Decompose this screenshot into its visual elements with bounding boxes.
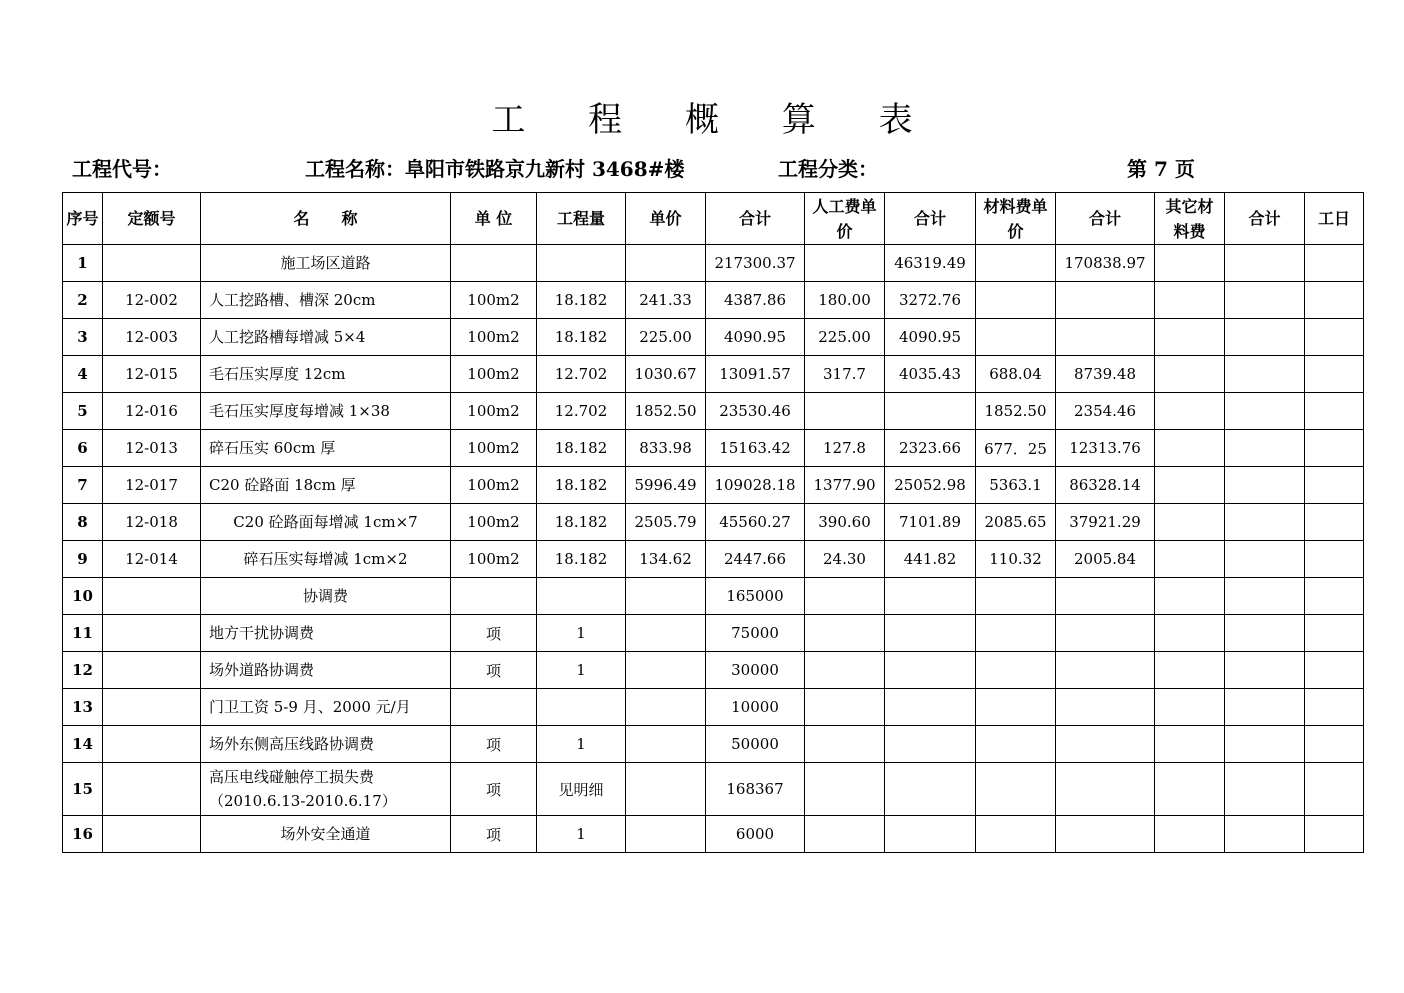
cell-material-total: 2005.84 [1056, 541, 1155, 578]
cell-qty: 1 [537, 652, 626, 689]
cell-price: 2505.79 [626, 504, 706, 541]
project-name-value: 阜阳市铁路京九新村 3468#楼 [405, 157, 685, 181]
header-labor-price: 人工费单价 [805, 193, 885, 245]
cell-workday [1305, 319, 1364, 356]
header-labor-total: 合计 [885, 193, 976, 245]
cell-workday [1305, 816, 1364, 853]
cell-qty: 18.182 [537, 319, 626, 356]
cell-quota: 12-016 [103, 393, 201, 430]
cell-material-total [1056, 689, 1155, 726]
cell-other [1155, 726, 1225, 763]
cell-quota [103, 726, 201, 763]
cell-labor-price [805, 816, 885, 853]
cell-price: 833.98 [626, 430, 706, 467]
cell-material-price [976, 615, 1056, 652]
cell-other-total [1225, 541, 1305, 578]
table-row [63, 541, 1364, 578]
cell-qty: 12.702 [537, 356, 626, 393]
cell-total: 23530.46 [706, 393, 805, 430]
cell-price [626, 615, 706, 652]
cell-price [626, 245, 706, 282]
cell-other-total [1225, 282, 1305, 319]
cell-other [1155, 652, 1225, 689]
cell-name: 门卫工资 5-9 月、2000 元/月 [201, 689, 451, 726]
cell-material-price [976, 689, 1056, 726]
cell-price: 134.62 [626, 541, 706, 578]
cell-labor-price [805, 726, 885, 763]
cell-seq: 6 [63, 430, 103, 467]
cell-qty: 18.182 [537, 541, 626, 578]
cell-material-price [976, 816, 1056, 853]
cell-quota [103, 689, 201, 726]
cell-unit: 100m2 [451, 319, 537, 356]
project-name-label: 工程名称： [305, 157, 405, 181]
table-row [63, 578, 1364, 615]
cell-total: 30000 [706, 652, 805, 689]
cell-workday [1305, 652, 1364, 689]
table-row [63, 615, 1364, 652]
cell-quota [103, 816, 201, 853]
cell-workday [1305, 356, 1364, 393]
cell-qty: 18.182 [537, 504, 626, 541]
header-workday: 工日 [1305, 193, 1364, 245]
cell-other-total [1225, 816, 1305, 853]
cell-qty: 1 [537, 816, 626, 853]
cell-unit [451, 245, 537, 282]
cell-other-total [1225, 245, 1305, 282]
table-row [63, 356, 1364, 393]
cell-workday [1305, 393, 1364, 430]
cell-material-total: 86328.14 [1056, 467, 1155, 504]
cell-labor-price: 390.60 [805, 504, 885, 541]
header-material-price: 材料费单价 [976, 193, 1056, 245]
cell-name: 高压电线碰触停工损失费（2010.6.13-2010.6.17） [201, 763, 451, 816]
cell-seq: 16 [63, 816, 103, 853]
cell-quota: 12-003 [103, 319, 201, 356]
cell-labor-price: 317.7 [805, 356, 885, 393]
cell-other [1155, 356, 1225, 393]
cell-total: 6000 [706, 816, 805, 853]
cell-other-total [1225, 393, 1305, 430]
cell-unit: 100m2 [451, 541, 537, 578]
cell-material-price: 110.32 [976, 541, 1056, 578]
cell-labor-total [885, 726, 976, 763]
cell-other [1155, 504, 1225, 541]
header-seq: 序号 [63, 193, 103, 245]
cell-other-total [1225, 430, 1305, 467]
cell-name: C20 砼路面每增减 1cm×7 [201, 504, 451, 541]
header-material-total: 合计 [1056, 193, 1155, 245]
cell-total: 168367 [706, 763, 805, 816]
cell-total: 75000 [706, 615, 805, 652]
cell-seq: 8 [63, 504, 103, 541]
cell-quota: 12-015 [103, 356, 201, 393]
cell-workday [1305, 282, 1364, 319]
header-price: 单价 [626, 193, 706, 245]
cell-material-price: 677．25 [976, 430, 1056, 467]
table-row [63, 245, 1364, 282]
cell-quota: 12-013 [103, 430, 201, 467]
cell-qty: 18.182 [537, 282, 626, 319]
cell-material-price: 2085.65 [976, 504, 1056, 541]
cell-unit: 100m2 [451, 467, 537, 504]
cell-workday [1305, 430, 1364, 467]
cell-total: 109028.18 [706, 467, 805, 504]
page-title: 工 程 概 算 表 [491, 100, 939, 140]
cell-seq: 5 [63, 393, 103, 430]
cell-labor-total [885, 816, 976, 853]
cell-material-total [1056, 816, 1155, 853]
cell-name: 碎石压实每增减 1cm×2 [201, 541, 451, 578]
cell-material-total: 12313.76 [1056, 430, 1155, 467]
header-qty: 工程量 [537, 193, 626, 245]
cell-other [1155, 689, 1225, 726]
cell-price: 1030.67 [626, 356, 706, 393]
cell-workday [1305, 245, 1364, 282]
cell-labor-total [885, 578, 976, 615]
cell-labor-price [805, 245, 885, 282]
cell-other [1155, 430, 1225, 467]
cell-material-price [976, 319, 1056, 356]
table-row [63, 319, 1364, 356]
cell-labor-price [805, 615, 885, 652]
cell-workday [1305, 467, 1364, 504]
cell-labor-total: 25052.98 [885, 467, 976, 504]
table-row [63, 763, 1364, 816]
cell-material-total: 170838.97 [1056, 245, 1155, 282]
cell-material-price: 688.04 [976, 356, 1056, 393]
cell-labor-total: 4035.43 [885, 356, 976, 393]
cell-unit [451, 578, 537, 615]
cell-seq: 13 [63, 689, 103, 726]
header-other: 其它材料费 [1155, 193, 1225, 245]
cell-labor-price [805, 763, 885, 816]
header-unit: 单 位 [451, 193, 537, 245]
cell-unit: 100m2 [451, 430, 537, 467]
cell-price [626, 816, 706, 853]
table-row [63, 652, 1364, 689]
cell-material-price [976, 652, 1056, 689]
cell-seq: 15 [63, 763, 103, 816]
cell-labor-price: 1377.90 [805, 467, 885, 504]
cell-total: 165000 [706, 578, 805, 615]
cell-labor-total: 2323.66 [885, 430, 976, 467]
project-category-label: 工程分类： [778, 157, 878, 181]
cell-price [626, 652, 706, 689]
cell-quota [103, 615, 201, 652]
cell-labor-total: 7101.89 [885, 504, 976, 541]
table-row [63, 282, 1364, 319]
cell-unit: 100m2 [451, 356, 537, 393]
cell-seq: 4 [63, 356, 103, 393]
cell-unit: 项 [451, 816, 537, 853]
cell-other [1155, 816, 1225, 853]
cell-seq: 11 [63, 615, 103, 652]
cell-labor-price [805, 578, 885, 615]
header-total: 合计 [706, 193, 805, 245]
cell-seq: 12 [63, 652, 103, 689]
cell-labor-total [885, 615, 976, 652]
cell-name: 施工场区道路 [201, 245, 451, 282]
cell-other [1155, 578, 1225, 615]
cell-quota: 12-014 [103, 541, 201, 578]
cell-labor-total: 46319.49 [885, 245, 976, 282]
cell-labor-total [885, 393, 976, 430]
table-row [63, 726, 1364, 763]
cell-material-total [1056, 578, 1155, 615]
cell-unit [451, 689, 537, 726]
cell-other-total [1225, 578, 1305, 615]
cell-name: 人工挖路槽、槽深 20cm [201, 282, 451, 319]
cell-unit: 项 [451, 615, 537, 652]
table-row [63, 816, 1364, 853]
cell-workday [1305, 504, 1364, 541]
cell-other-total [1225, 615, 1305, 652]
cell-other-total [1225, 504, 1305, 541]
cell-labor-total [885, 689, 976, 726]
cell-seq: 1 [63, 245, 103, 282]
header-name: 名 称 [201, 193, 451, 245]
cell-price [626, 578, 706, 615]
cell-unit: 100m2 [451, 504, 537, 541]
cell-other-total [1225, 319, 1305, 356]
cell-price: 225.00 [626, 319, 706, 356]
table-row [63, 504, 1364, 541]
cell-total: 13091.57 [706, 356, 805, 393]
cell-seq: 2 [63, 282, 103, 319]
project-name [305, 153, 684, 182]
cell-name: 碎石压实 60cm 厚 [201, 430, 451, 467]
cell-total: 45560.27 [706, 504, 805, 541]
cell-other [1155, 282, 1225, 319]
cell-material-total [1056, 319, 1155, 356]
cell-seq: 7 [63, 467, 103, 504]
cell-labor-price: 180.00 [805, 282, 885, 319]
cell-price [626, 763, 706, 816]
cell-total: 15163.42 [706, 430, 805, 467]
table-row [63, 393, 1364, 430]
cell-other [1155, 541, 1225, 578]
cell-quota [103, 578, 201, 615]
cell-workday [1305, 689, 1364, 726]
cell-material-price [976, 245, 1056, 282]
cell-material-total [1056, 726, 1155, 763]
cell-qty [537, 245, 626, 282]
cell-other [1155, 467, 1225, 504]
cell-unit: 项 [451, 726, 537, 763]
project-code-label: 工程代号： [72, 157, 172, 181]
cell-other [1155, 393, 1225, 430]
cell-name: 毛石压实厚度 12cm [201, 356, 451, 393]
cell-material-price [976, 578, 1056, 615]
cell-other-total [1225, 652, 1305, 689]
cell-workday [1305, 578, 1364, 615]
cell-qty: 1 [537, 726, 626, 763]
cell-total: 2447.66 [706, 541, 805, 578]
cell-qty: 18.182 [537, 467, 626, 504]
cell-labor-total: 4090.95 [885, 319, 976, 356]
cell-other [1155, 763, 1225, 816]
cell-workday [1305, 541, 1364, 578]
estimate-table [62, 192, 1364, 853]
cell-name: 场外东侧高压线路协调费 [201, 726, 451, 763]
cell-material-total: 2354.46 [1056, 393, 1155, 430]
cell-quota: 12-017 [103, 467, 201, 504]
cell-labor-price: 24.30 [805, 541, 885, 578]
cell-material-price: 1852.50 [976, 393, 1056, 430]
cell-material-price: 5363.1 [976, 467, 1056, 504]
cell-seq: 14 [63, 726, 103, 763]
cell-material-price [976, 282, 1056, 319]
cell-name: 场外安全通道 [201, 816, 451, 853]
cell-name: 协调费 [201, 578, 451, 615]
cell-unit: 项 [451, 652, 537, 689]
cell-unit: 100m2 [451, 282, 537, 319]
cell-qty: 18.182 [537, 430, 626, 467]
cell-workday [1305, 726, 1364, 763]
cell-name: 毛石压实厚度每增减 1×38 [201, 393, 451, 430]
cell-material-total: 8739.48 [1056, 356, 1155, 393]
table-row [63, 467, 1364, 504]
cell-quota [103, 245, 201, 282]
cell-material-total [1056, 282, 1155, 319]
cell-quota [103, 652, 201, 689]
cell-labor-price: 127.8 [805, 430, 885, 467]
cell-total: 4387.86 [706, 282, 805, 319]
cell-other [1155, 615, 1225, 652]
cell-labor-price [805, 393, 885, 430]
cell-material-total [1056, 652, 1155, 689]
cell-labor-total [885, 763, 976, 816]
cell-total: 217300.37 [706, 245, 805, 282]
cell-material-price [976, 726, 1056, 763]
cell-labor-total: 441.82 [885, 541, 976, 578]
cell-qty: 12.702 [537, 393, 626, 430]
table-header-row [63, 193, 1364, 245]
cell-price [626, 689, 706, 726]
cell-labor-price: 225.00 [805, 319, 885, 356]
header-quota: 定额号 [103, 193, 201, 245]
cell-qty: 见明细 [537, 763, 626, 816]
cell-qty [537, 578, 626, 615]
cell-other-total [1225, 467, 1305, 504]
cell-unit: 项 [451, 763, 537, 816]
cell-labor-total [885, 652, 976, 689]
cell-quota: 12-018 [103, 504, 201, 541]
cell-labor-price [805, 689, 885, 726]
table-row [63, 430, 1364, 467]
header-other-total: 合计 [1225, 193, 1305, 245]
cell-quota [103, 763, 201, 816]
cell-other-total [1225, 356, 1305, 393]
cell-seq: 10 [63, 578, 103, 615]
page-number: 第 7 页 [1127, 157, 1195, 181]
cell-total: 4090.95 [706, 319, 805, 356]
cell-labor-total: 3272.76 [885, 282, 976, 319]
cell-material-total [1056, 763, 1155, 816]
cell-labor-price [805, 652, 885, 689]
cell-material-price [976, 763, 1056, 816]
cell-other-total [1225, 726, 1305, 763]
cell-price [626, 726, 706, 763]
cell-name: C20 砼路面 18cm 厚 [201, 467, 451, 504]
cell-other [1155, 319, 1225, 356]
cell-workday [1305, 615, 1364, 652]
cell-other-total [1225, 689, 1305, 726]
cell-name: 地方干扰协调费 [201, 615, 451, 652]
cell-workday [1305, 763, 1364, 816]
table-row [63, 689, 1364, 726]
cell-seq: 3 [63, 319, 103, 356]
cell-material-total: 37921.29 [1056, 504, 1155, 541]
cell-other-total [1225, 763, 1305, 816]
cell-price: 241.33 [626, 282, 706, 319]
cell-other [1155, 245, 1225, 282]
cell-material-total [1056, 615, 1155, 652]
cell-total: 10000 [706, 689, 805, 726]
cell-seq: 9 [63, 541, 103, 578]
cell-quota: 12-002 [103, 282, 201, 319]
cell-name: 人工挖路槽每增减 5×4 [201, 319, 451, 356]
cell-qty [537, 689, 626, 726]
cell-name: 场外道路协调费 [201, 652, 451, 689]
cell-price: 1852.50 [626, 393, 706, 430]
cell-qty: 1 [537, 615, 626, 652]
cell-unit: 100m2 [451, 393, 537, 430]
cell-total: 50000 [706, 726, 805, 763]
cell-price: 5996.49 [626, 467, 706, 504]
